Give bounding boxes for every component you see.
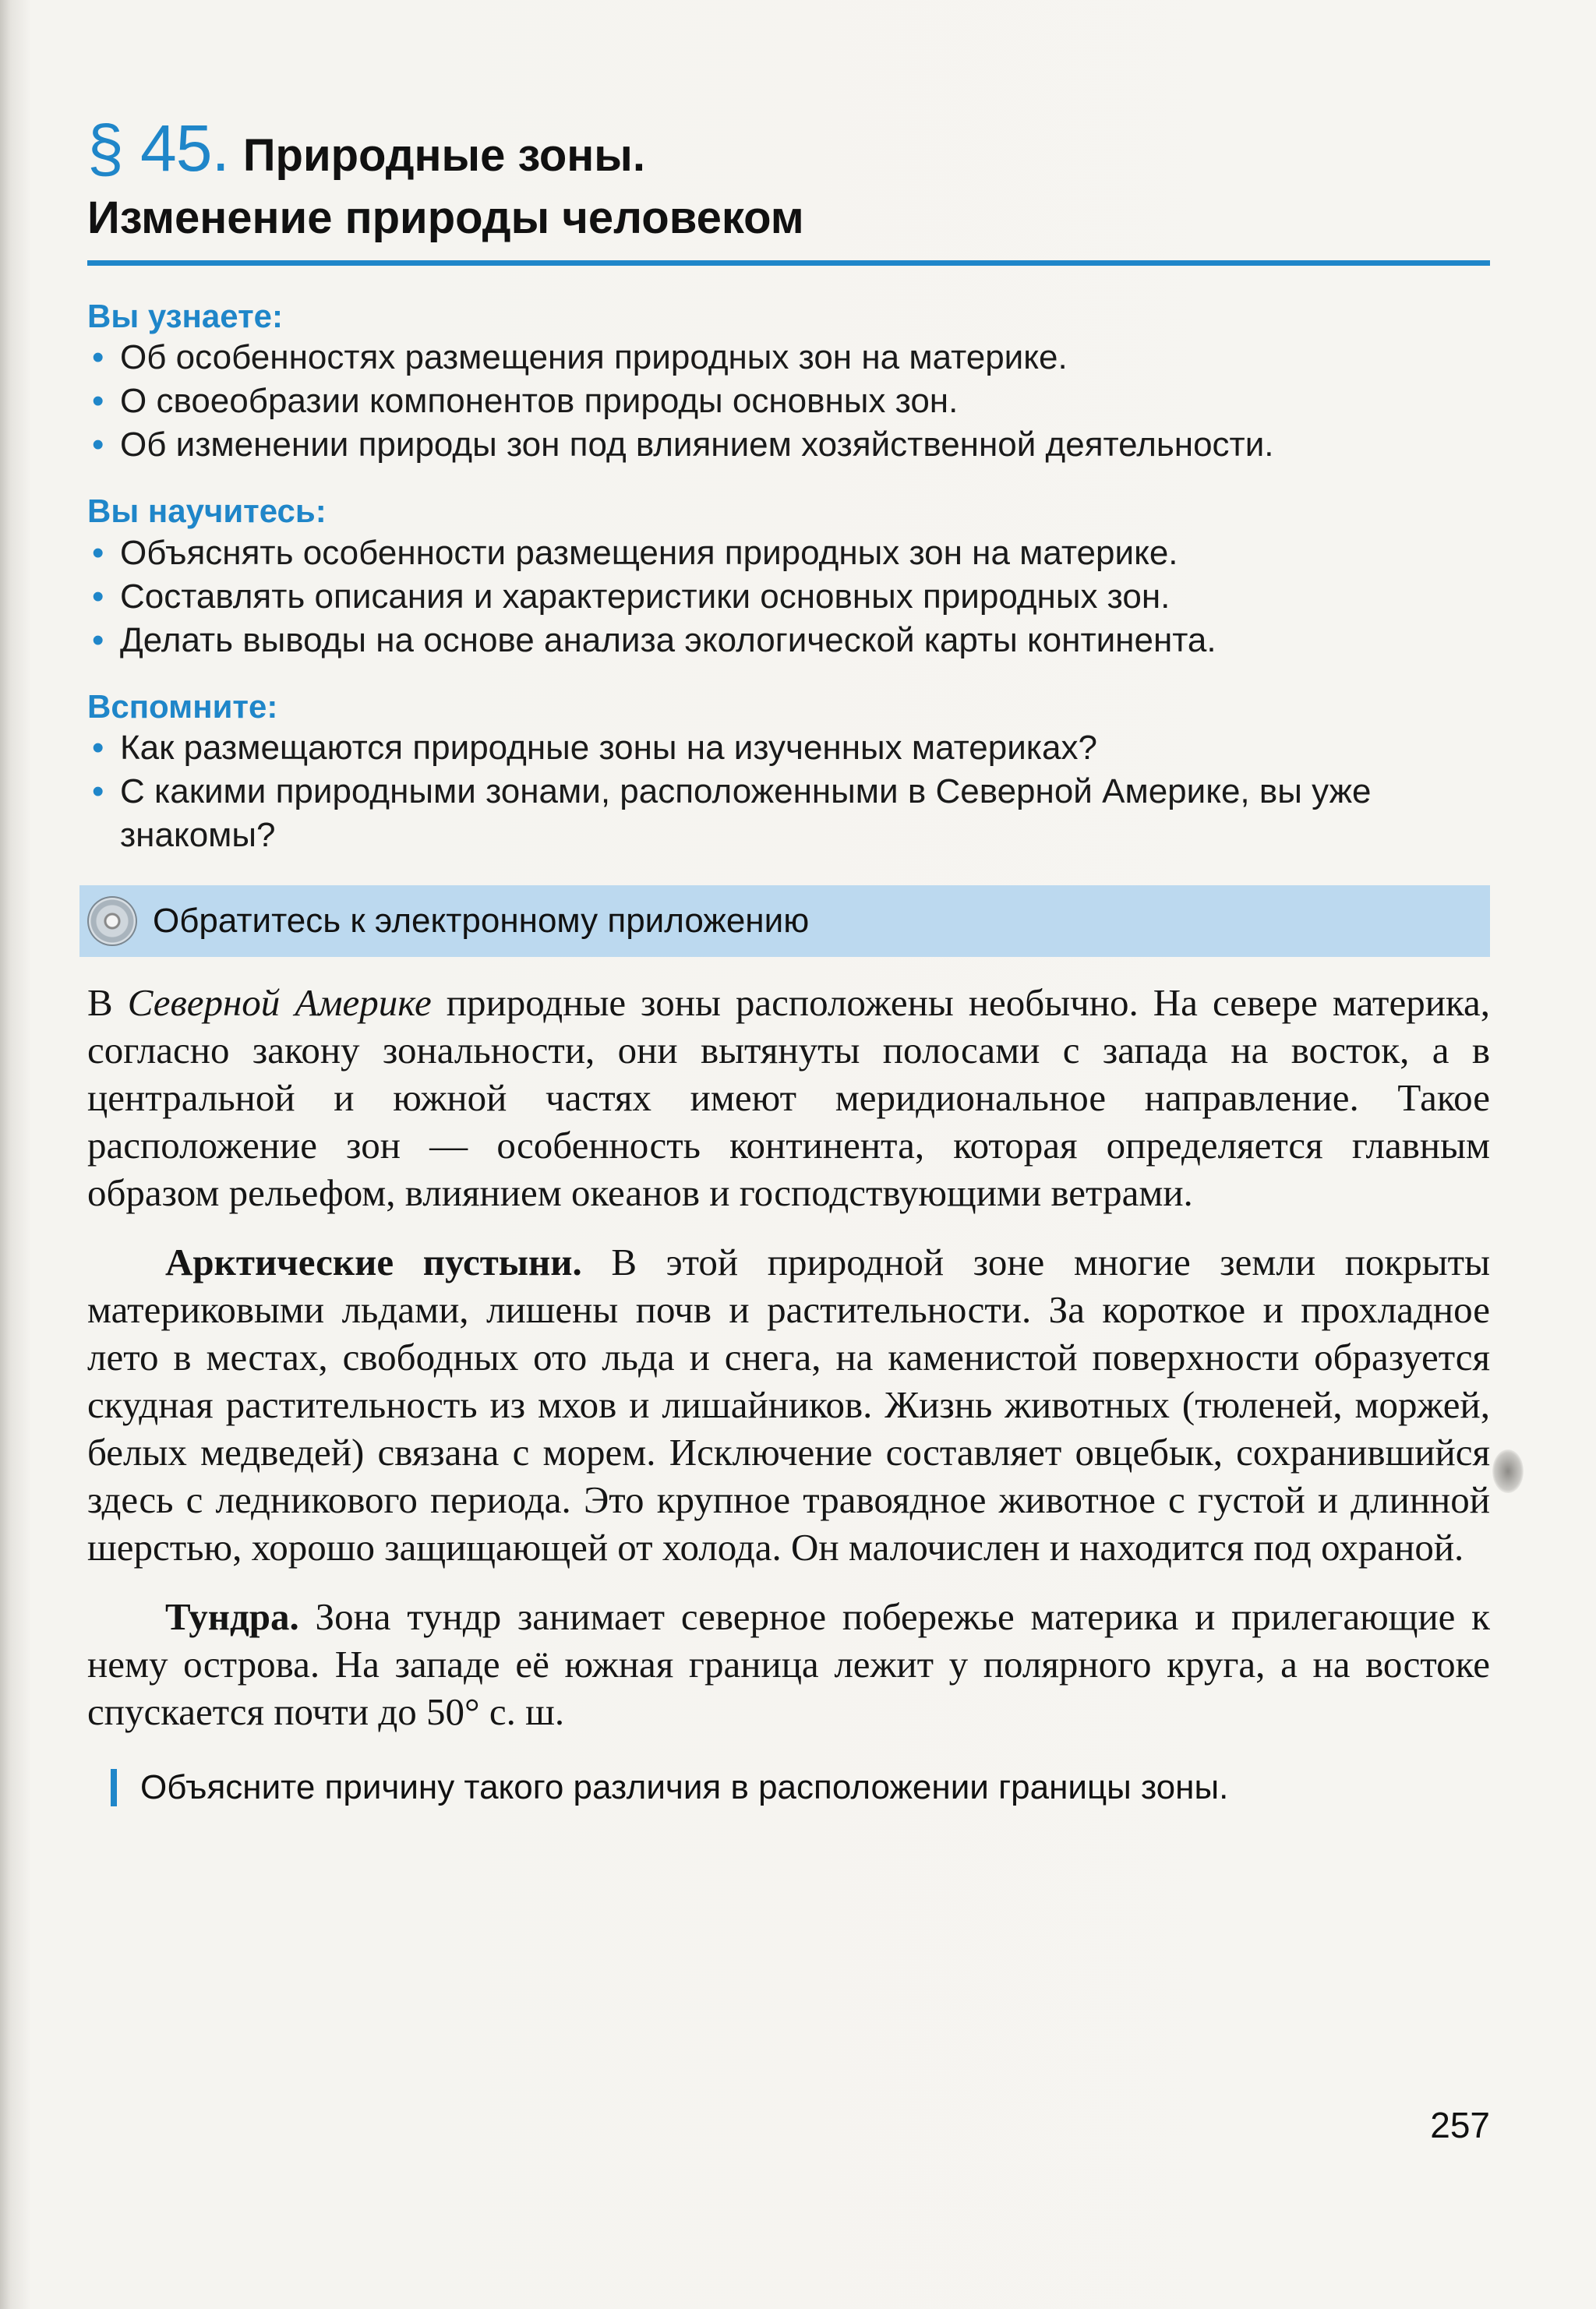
title-divider (87, 260, 1490, 266)
list-item: • Об особенностях размещения природных зон на материке. (87, 336, 1490, 380)
you-will-learn-label: Вы узнаете: (87, 297, 283, 334)
list-item: • Объяснять особенности размещения природных зон на материке. (87, 531, 1490, 575)
bullet-icon: • (92, 533, 104, 572)
main-text (87, 979, 1490, 1735)
question-text: Объясните причину такого различия в расположении границы зоны. (140, 1767, 1229, 1806)
paragraph-intro: В Северной Америке природные зоны расположены необычно. На севере материка, согласно закону зональности, они вытянуты полосами с запада на восток, а в центральной и южной частях имеют меридиональное направление. Такое расположение зон — особенность континента, которая определяется главным образом рельефом, влиянием океанов и господствующими ветрами. (87, 980, 1491, 1214)
list-item: • Составлять описания и характеристики основных природных зон. (87, 575, 1490, 619)
bullet-icon: • (92, 728, 104, 767)
cd-disc-icon (87, 896, 137, 946)
paragraph-arctic-deserts: Арктические пустыни. В этой природной зоне многие земли покрыты материковыми льдами, лишены почв и растительности. За короткое и прохладное лето в местах, свободных ото льда и снега, на каменистой поверхности образуется скудная растительность из мхов и лишайников. Жизнь животных (тюленей, моржей, белых медведей) связана с морем. Исключение составляет овцебык, сохранившийся здесь с ледникового периода. Это крупное травоядное животное с густой и длинной шерстью, хорошо защищающей от холода. Он малочислен и находится под охраной. (87, 1240, 1490, 1569)
section-heading (87, 111, 1490, 193)
question-marker (111, 1769, 117, 1806)
section-number: § 45. (87, 111, 229, 185)
section-title-line1: Природные зоны. (242, 130, 645, 181)
bullet-icon: • (92, 425, 104, 464)
paragraph-tundra: Тундра. Зона тундр занимает северное побережье материка и прилегающие к нему острова. На западе её южная граница лежит у полярного круга, а на востоке спускается почти до 50° с. ш. (87, 1594, 1490, 1733)
remember-label: Вспомните: (87, 687, 278, 725)
list-item: • С какими природными зонами, расположенными в Северной Америке, вы уже знакомы? (87, 770, 1490, 857)
you-will-be-able-label: Вы научитесь: (87, 493, 327, 530)
print-smudge (1492, 1449, 1524, 1493)
electronic-app-text: Обратитесь к электронному приложению (153, 901, 810, 940)
section-title-line2: Изменение природы человеком (87, 192, 804, 243)
you-will-be-able-list (87, 531, 1490, 662)
north-america-term: Северной Америке (127, 980, 432, 1024)
electronic-app-banner (79, 885, 1490, 957)
list-item: • Об изменении природы зон под влиянием хозяйственной деятельности. (87, 423, 1490, 467)
arctic-deserts-term: Арктические пустыни. (165, 1240, 582, 1283)
list-item: • Как размещаются природные зоны на изученных материках? (87, 726, 1490, 770)
remember-list (87, 726, 1490, 857)
bullet-icon: • (92, 620, 104, 659)
list-item: • О своеобразии компонентов природы основных зон. (87, 380, 1490, 423)
you-will-learn-list (87, 336, 1490, 467)
bullet-icon: • (92, 577, 104, 616)
bullet-icon: • (92, 771, 104, 810)
bullet-icon: • (92, 338, 104, 377)
bullet-icon: • (92, 382, 104, 421)
page-number: 257 (1430, 2105, 1490, 2145)
review-question (87, 1768, 1490, 1807)
tundra-term: Тундра. (165, 1594, 299, 1638)
page-content (87, 111, 1491, 1807)
list-item: • Делать выводы на основе анализа экологической карты континента. (87, 619, 1490, 662)
